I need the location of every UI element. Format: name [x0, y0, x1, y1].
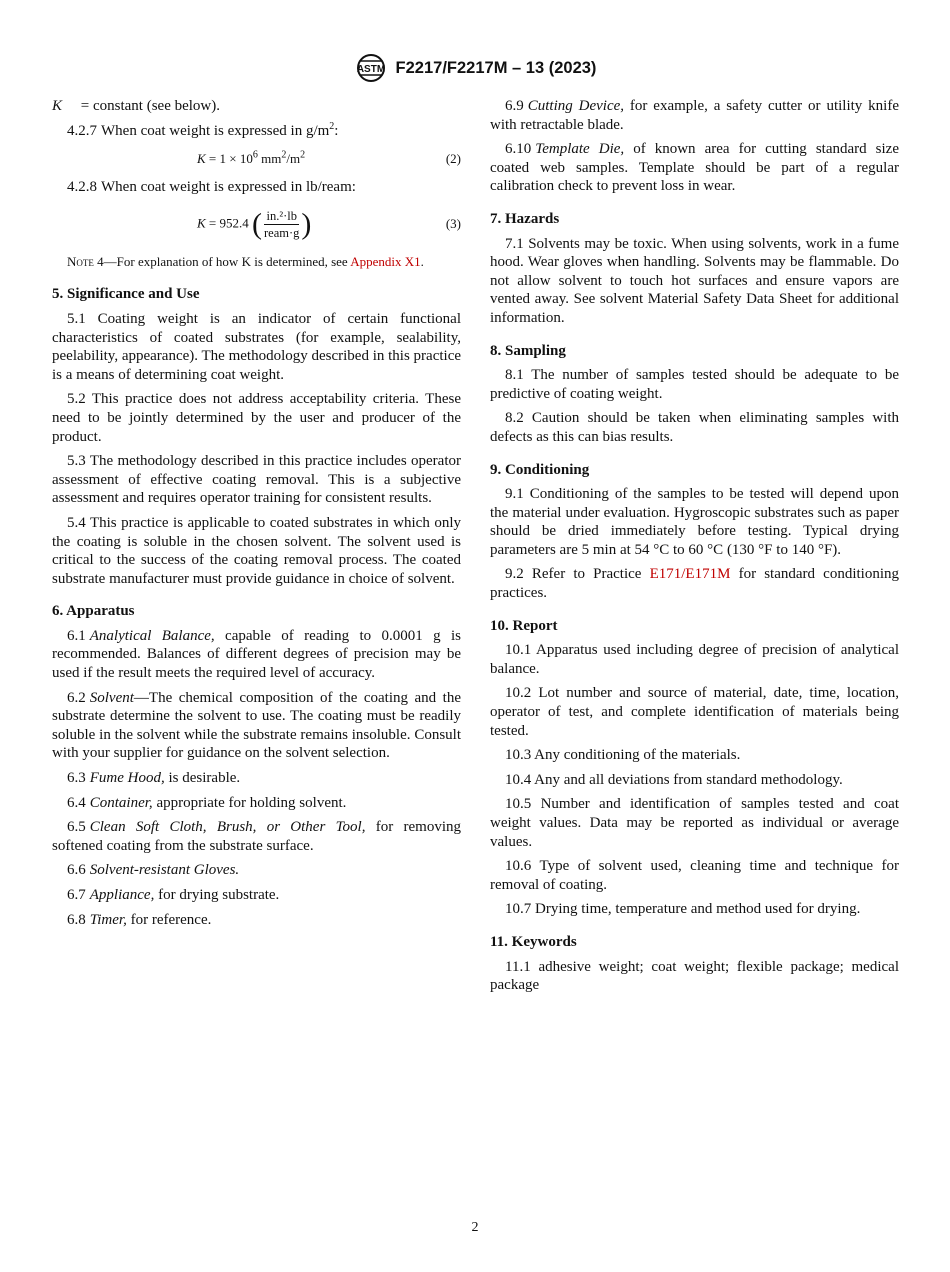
para-8-2: 8.2 Caution should be taken when eliminating samples with defects as this can bias results. — [490, 410, 899, 445]
para-10-6: 10.6 Type of solvent used, cleaning time and technique for removal of coating. — [490, 858, 899, 893]
e171-link[interactable]: E171/E171M — [649, 566, 731, 583]
para-5-2: 5.2 This practice does not address acceptability criteria. These need to be jointly determined by the user and producer of the product. — [52, 391, 461, 445]
para-10-5: 10.5 Number and identification of samples tested and coat weight values. Data may be reported as individual or average values. — [490, 796, 899, 850]
section-8-heading: 8. Sampling — [490, 342, 566, 359]
para-4-2-7: 4.2.7 When coat weight is expressed in $g/m^2$: — [67, 120, 339, 139]
section-5-heading: 5. Significance and Use — [52, 286, 200, 303]
para-6-3: 6.3 Fume Hood, is desirable. — [67, 770, 241, 787]
para-6-1: 6.1 Analytical Balance, capable of reading to 0.0001 g is recommended. Balances of different degrees of precision may be used if the result meets the required level of accuracy. — [52, 627, 461, 682]
para-9-2: 9.2 Refer to Practice E171/E171M for standard conditioning practices. — [490, 566, 899, 602]
page-number: 2 — [471, 1220, 479, 1235]
para-6-7: 6.7 Appliance, for drying substrate. — [67, 887, 280, 903]
para-10-4: 10.4 Any and all deviations from standard methodology. — [505, 771, 843, 788]
para-11-1: 11.1 adhesive weight; coat weight; flexible package; medical package — [490, 958, 899, 994]
para-10-7: 10.7 Drying time, temperature and method used for drying. — [505, 901, 861, 918]
para-5-4: 5.4 This practice is applicable to coated substrates in which only the coating is soluble in the chosen solvent. The solvent used is critical to the success of the coating removal process. The coated substrate manufacturer must provide guidance in choice of solvent. — [52, 514, 461, 587]
para-4-2-8: 4.2.8 When coat weight is expressed in lb/ream: — [67, 179, 356, 196]
para-6-2: 6.2 Solvent—The chemical composition of the coating and the substrate determine the solvent to use. The coating must be readily soluble in the solvent while the substrate remains insoluble. Consult with your supplier for guidance on the solvent selection. — [52, 689, 461, 762]
svg-text:ASTM: ASTM — [356, 64, 385, 75]
para-6-4: 6.4 Container, appropriate for holding solvent. — [67, 794, 347, 811]
section-6-heading: 6. Apparatus — [52, 603, 135, 620]
astm-logo-icon — [354, 53, 388, 83]
section-7-heading: 7. Hazards — [490, 210, 560, 227]
para-9-1: 9.1 Conditioning of the samples to be tested will depend upon the material under evaluation. Hygroscopic substrates such as paper should be dried immediately before testing. Typical drying parameters are 5 min at 54 °C to 60 °C (130 °F to 140 °F). — [490, 486, 899, 558]
para-10-2: 10.2 Lot number and source of material, date, time, location, operator of test, and complete identification of materials being tested. — [490, 685, 899, 739]
para-8-1: 8.1 The number of samples tested should be adequate to be predictive of coating weight. — [490, 367, 899, 402]
page-header — [0, 53, 950, 83]
equation-number: (2) — [445, 150, 461, 166]
section-10-heading: 10. Report — [490, 617, 558, 634]
note-4: Note 4—For explanation of how K is determined, see Appendix X1. — [67, 253, 424, 269]
designation-title: F2217/F2217M – 13 (2023) — [395, 58, 597, 77]
para-10-3: 10.3 Any conditioning of the materials. — [505, 747, 741, 764]
equation-3: K = 952.4 ( $\frac{\text{in.²·lb}}{\text{ream·g}}$ ) (3) — [197, 207, 461, 241]
para-6-9: 6.9 Cutting Device, for example, a safety cutter or utility knife with retractable blade. — [490, 98, 899, 133]
para-6-6: 6.6 Solvent-resistant Gloves. — [67, 862, 240, 879]
appendix-x1-link[interactable]: Appendix X1 — [350, 253, 421, 269]
para-5-1: 5.1 Coating weight is an indicator of certain functional characteristics of coated substrates (for example, sealability, peelability, appearance). The methodology described in this practice is a means of determining coat weight. — [52, 310, 462, 383]
para-6-8: 6.8 Timer, for reference. — [67, 911, 212, 928]
para-6-10: 6.10 Template Die, of known area for cutting standard size coated web samples. Template should be part of a regular calibration check to prevent loss in wear. — [490, 141, 899, 195]
equation-2: $K = 1 \times 10^6$ $mm^2/m^2$ (2) — [52, 146, 461, 172]
section-11-heading: 11. Keywords — [490, 933, 577, 950]
para-6-5: 6.5 Clean Soft Cloth, Brush, or Other Tool, for removing softened coating from the substrate surface. — [52, 819, 461, 854]
equation-number: (3) — [445, 216, 461, 232]
k-definition: K = constant (see below). — [52, 98, 221, 114]
para-10-1: 10.1 Apparatus used including degree of precision of analytical balance. — [490, 642, 899, 677]
left-column — [52, 97, 461, 935]
right-column — [490, 97, 899, 1001]
section-9-heading: 9. Conditioning — [490, 461, 590, 478]
para-5-3: 5.3 The methodology described in this practice includes operator assessment of effective coating removal. This is a subjective assessment and requires operator training for consistent results. — [52, 453, 461, 507]
para-7-1: 7.1 Solvents may be toxic. When using solvents, work in a fume hood. Wear gloves when handling. Solvents may be flammable. Do not allow solvent to touch hot surfaces and ensure vapors are vented away. See solvent Material Safety Data Sheet for additional information. — [490, 235, 899, 326]
